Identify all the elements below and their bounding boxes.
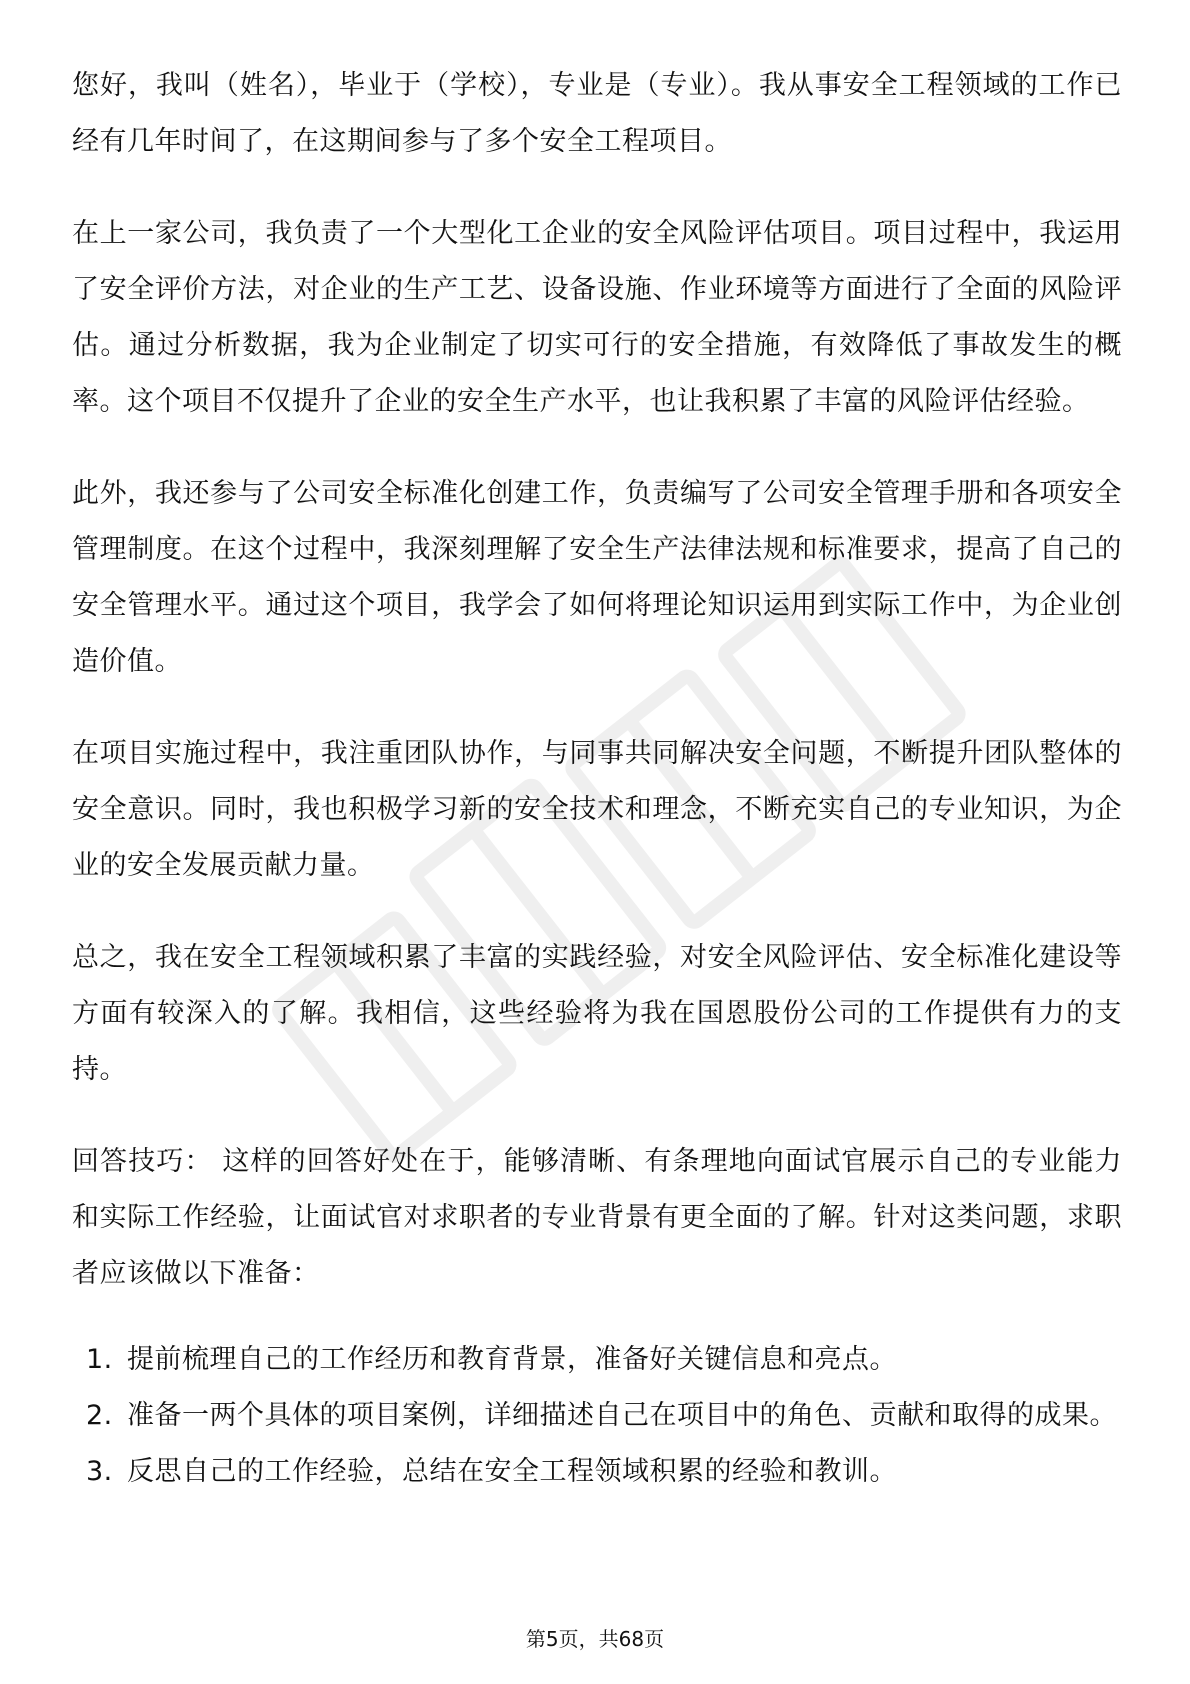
paragraph-intro: 您好，我叫（姓名），毕业于（学校），专业是（专业）。我从事安全工程领域的工作已经有几年时间了，在这期间参与了多个安全工程项目。 <box>72 70 1122 157</box>
list-item <box>72 1444 1122 1500</box>
list-item <box>72 1388 1122 1444</box>
list-text: 准备一两个具体的项目案例，详细描述自己在项目中的角色、贡献和取得的成果。 <box>127 1400 1117 1431</box>
preparation-list <box>72 1332 1122 1500</box>
list-text: 提前梳理自己的工作经历和教育背景，准备好关键信息和亮点。 <box>127 1344 897 1375</box>
list-text: 反思自己的工作经验，总结在安全工程领域积累的经验和教训。 <box>127 1456 897 1487</box>
paragraph-risk-assessment: 在上一家公司，我负责了一个大型化工企业的安全风险评估项目。项目过程中，我运用了安全评价方法，对企业的生产工艺、设备设施、作业环境等方面进行了全面的风险评估。通过分析数据，我为企业制定了切实可行的安全措施，有效降低了事故发生的概率。这个项目不仅提升了企业的安全生产水平，也让我积累了丰富的风险评估经验。 <box>72 218 1122 417</box>
paragraph-standardization: 此外，我还参与了公司安全标准化创建工作，负责编写了公司安全管理手册和各项安全管理制度。在这个过程中，我深刻理解了安全生产法律法规和标准要求，提高了自己的安全管理水平。通过这个项目，我学会了如何将理论知识运用到实际工作中，为企业创造价值。 <box>72 478 1122 677</box>
list-number: 1. <box>86 1344 113 1375</box>
document-page <box>72 58 1122 1500</box>
paragraph-summary: 总之，我在安全工程领域积累了丰富的实践经验，对安全风险评估、安全标准化建设等方面有较深入的了解。我相信，这些经验将为我在国恩股份公司的工作提供有力的支持。 <box>72 942 1122 1085</box>
list-number: 3. <box>86 1456 113 1487</box>
paragraph-teamwork: 在项目实施过程中，我注重团队协作，与同事共同解决安全问题，不断提升团队整体的安全意识。同时，我也积极学习新的安全技术和理念，不断充实自己的专业知识，为企业的安全发展贡献力量。 <box>72 738 1122 881</box>
list-item <box>72 1332 1122 1388</box>
answer-tips: 回答技巧： 这样的回答好处在于，能够清晰、有条理地向面试官展示自己的专业能力和实际工作经验，让面试官对求职者的专业背景有更全面的了解。针对这类问题，求职者应该做以下准备： <box>72 1146 1122 1289</box>
page-footer: 第5页，共68页 <box>525 1627 665 1651</box>
list-number: 2. <box>86 1400 113 1431</box>
